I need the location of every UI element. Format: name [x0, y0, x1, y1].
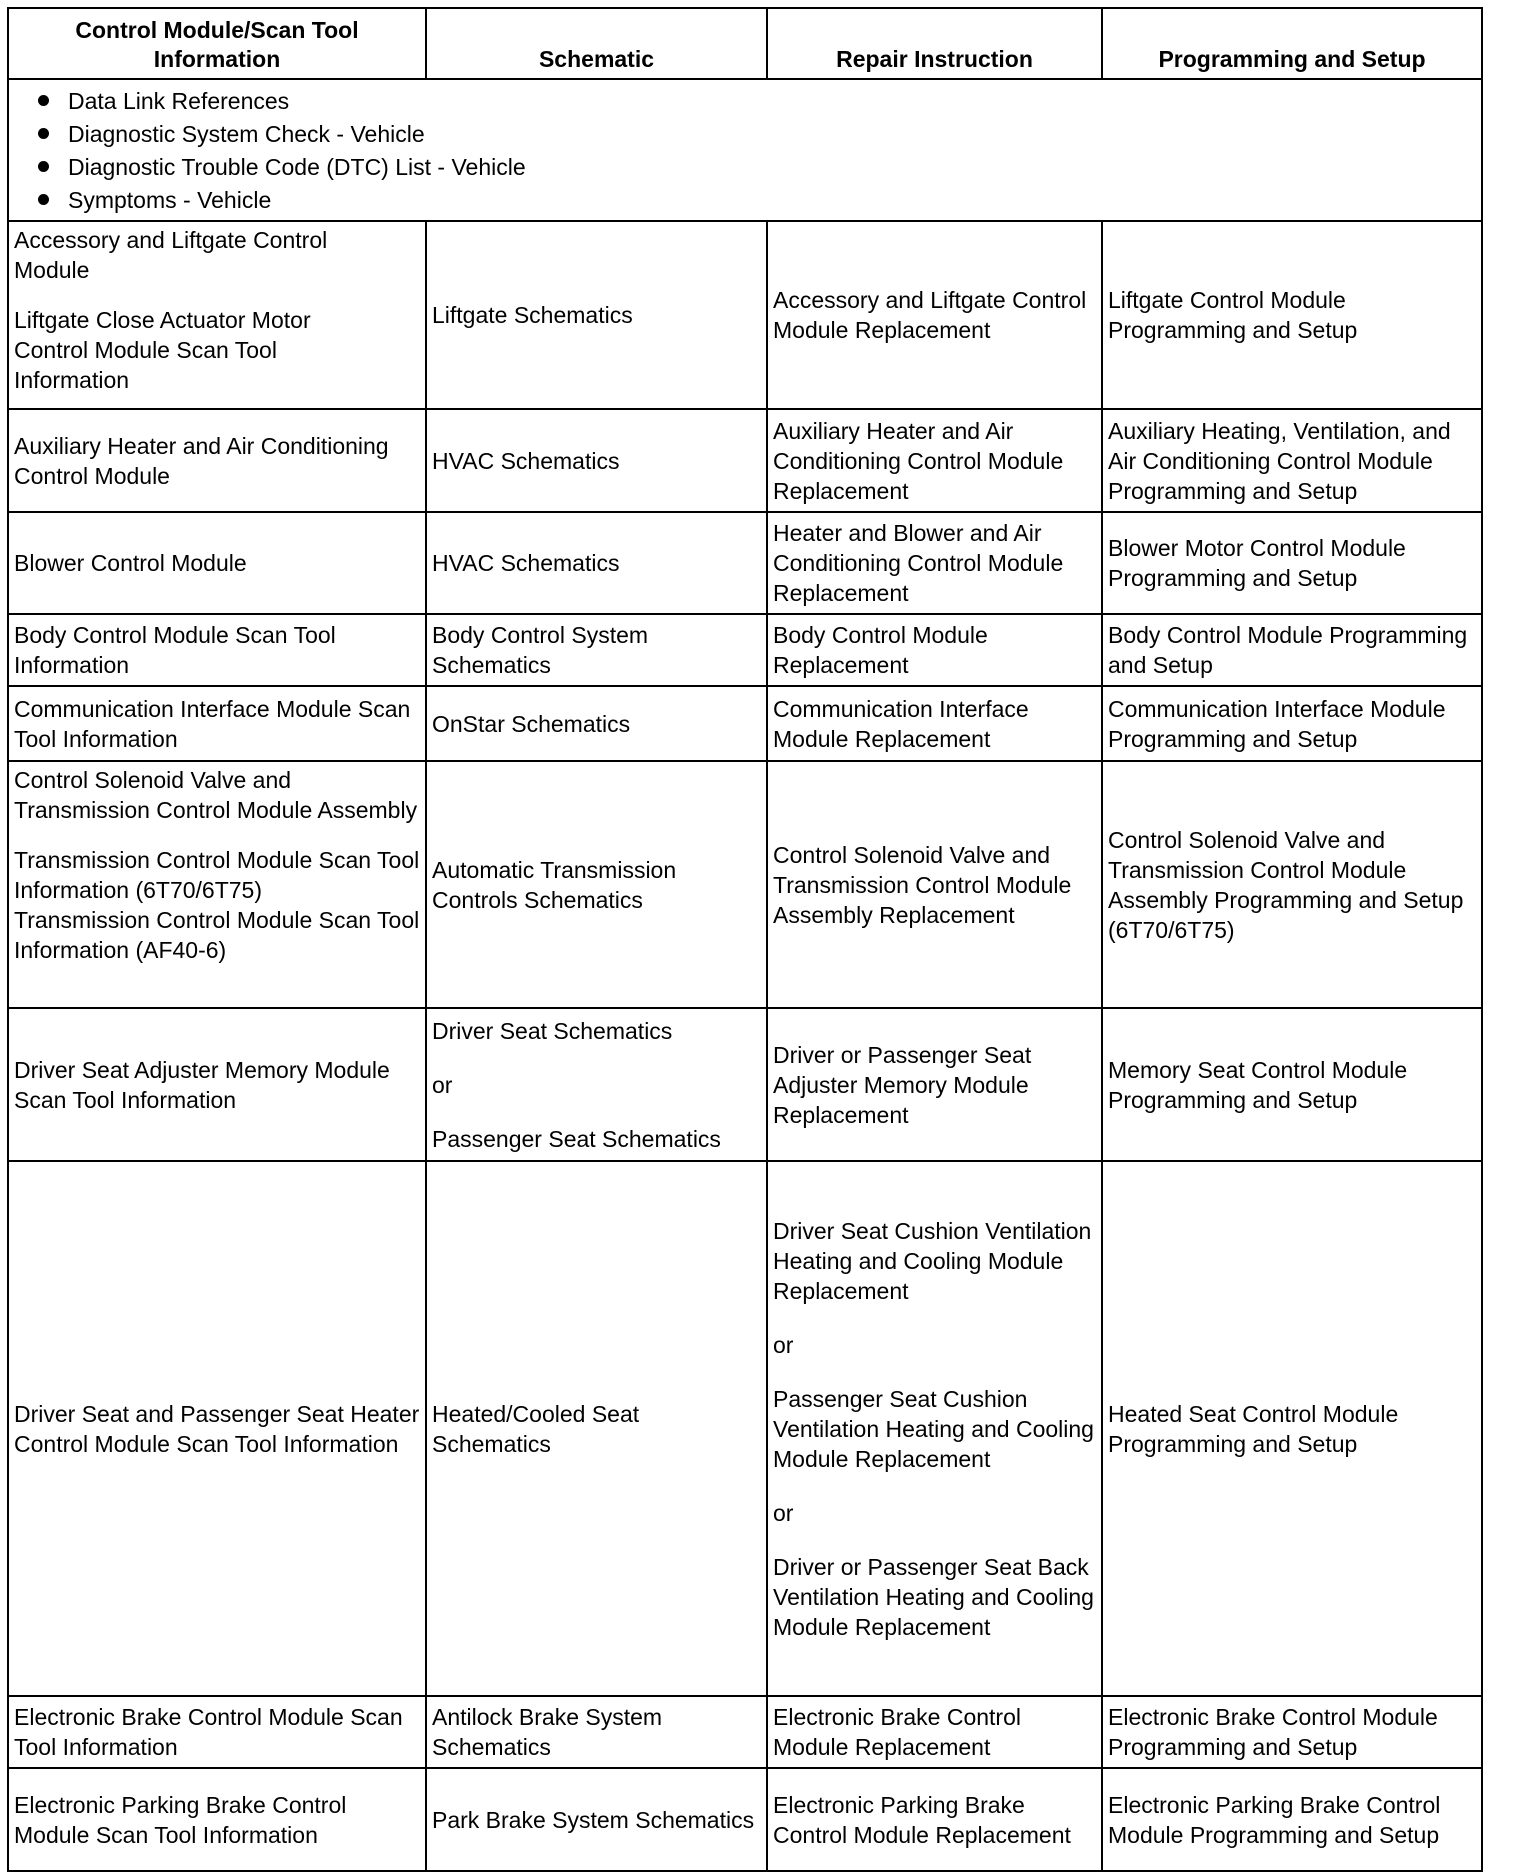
repair-cell[interactable]: Electronic Parking Brake Control Module Replacement [767, 1768, 1102, 1871]
references-row [8, 79, 1482, 221]
module-cell[interactable]: Body Control Module Scan Tool Information [8, 614, 426, 686]
schematic-link[interactable]: Driver Seat Schematics [432, 1017, 673, 1044]
reference-item[interactable]: Diagnostic System Check - Vehicle [14, 117, 1476, 150]
module-cell[interactable]: Driver Seat and Passenger Seat Heater Control Module Scan Tool Information [8, 1161, 426, 1696]
module-cell [8, 761, 426, 1008]
table-row [8, 409, 1482, 512]
programming-cell[interactable]: Body Control Module Programming and Setup [1102, 614, 1482, 686]
repair-cell[interactable]: Electronic Brake Control Module Replacement [767, 1696, 1102, 1768]
programming-cell[interactable]: Memory Seat Control Module Programming and Setup [1102, 1008, 1482, 1161]
reference-item[interactable]: Data Link References [14, 84, 1476, 117]
programming-cell[interactable]: Blower Motor Control Module Programming and Setup [1102, 512, 1482, 614]
schematic-cell[interactable]: Park Brake System Schematics [426, 1768, 767, 1871]
schematic-cell[interactable]: Body Control System Schematics [426, 614, 767, 686]
table-row [8, 761, 1482, 1008]
table-row [8, 1696, 1482, 1768]
repair-cell[interactable]: Communication Interface Module Replacement [767, 686, 1102, 761]
or-text: or [432, 1071, 453, 1098]
repair-link[interactable]: Driver or Passenger Seat Back Ventilation Heating and Cooling Module Replacement [773, 1553, 1094, 1640]
reference-item[interactable]: Diagnostic Trouble Code (DTC) List - Vehicle [14, 150, 1476, 183]
repair-cell[interactable]: Body Control Module Replacement [767, 614, 1102, 686]
module-link[interactable]: Transmission Control Module Scan Tool Information (AF40-6) [14, 907, 420, 963]
table-row [8, 1768, 1482, 1871]
header-programming: Programming and Setup [1102, 8, 1482, 79]
schematic-cell[interactable]: Liftgate Schematics [426, 221, 767, 409]
module-cell[interactable]: Auxiliary Heater and Air Conditioning Control Module [8, 409, 426, 512]
schematic-cell[interactable]: Heated/Cooled Seat Schematics [426, 1161, 767, 1696]
table-row [8, 512, 1482, 614]
table-row [8, 614, 1482, 686]
programming-cell[interactable]: Control Solenoid Valve and Transmission Control Module Assembly Programming and Setup (6T70/6T75) [1102, 761, 1482, 1008]
module-cell[interactable]: Electronic Parking Brake Control Module Scan Tool Information [8, 1768, 426, 1871]
programming-cell[interactable]: Liftgate Control Module Programming and Setup [1102, 221, 1482, 409]
or-text: or [773, 1331, 794, 1358]
repair-cell[interactable]: Driver or Passenger Seat Adjuster Memory Module Replacement [767, 1008, 1102, 1161]
table-row [8, 686, 1482, 761]
bullet-icon [38, 194, 49, 205]
module-cell [8, 221, 426, 409]
schematic-cell[interactable]: Antilock Brake System Schematics [426, 1696, 767, 1768]
programming-cell[interactable]: Communication Interface Module Programming and Setup [1102, 686, 1482, 761]
module-cell[interactable]: Driver Seat Adjuster Memory Module Scan Tool Information [8, 1008, 426, 1161]
module-link[interactable]: Transmission Control Module Scan Tool Information (6T70/6T75) [14, 847, 420, 903]
module-link[interactable]: Accessory and Liftgate Control Module [14, 227, 328, 283]
module-link[interactable]: Liftgate Close Actuator Motor Control Module Scan Tool Information [14, 307, 311, 393]
table-row [8, 1008, 1482, 1161]
schematic-cell[interactable]: HVAC Schematics [426, 512, 767, 614]
module-cell[interactable]: Communication Interface Module Scan Tool Information [8, 686, 426, 761]
programming-cell[interactable]: Electronic Brake Control Module Programming and Setup [1102, 1696, 1482, 1768]
bullet-icon [38, 161, 49, 172]
repair-cell[interactable]: Auxiliary Heater and Air Conditioning Control Module Replacement [767, 409, 1102, 512]
table-row [8, 1161, 1482, 1696]
module-link[interactable]: Control Solenoid Valve and Transmission Control Module Assembly [14, 767, 418, 823]
repair-link[interactable]: Driver Seat Cushion Ventilation Heating and Cooling Module Replacement [773, 1217, 1092, 1304]
programming-cell[interactable]: Electronic Parking Brake Control Module Programming and Setup [1102, 1768, 1482, 1871]
programming-cell[interactable]: Heated Seat Control Module Programming and Setup [1102, 1161, 1482, 1696]
reference-item[interactable]: Symptoms - Vehicle [14, 183, 1476, 216]
repair-cell[interactable]: Accessory and Liftgate Control Module Replacement [767, 221, 1102, 409]
schematic-cell[interactable]: OnStar Schematics [426, 686, 767, 761]
header-module: Control Module/Scan Tool Information [8, 8, 426, 79]
header-repair: Repair Instruction [767, 8, 1102, 79]
repair-cell[interactable]: Control Solenoid Valve and Transmission Control Module Assembly Replacement [767, 761, 1102, 1008]
table-row [8, 221, 1482, 409]
schematic-cell[interactable]: Automatic Transmission Controls Schematics [426, 761, 767, 1008]
or-text: or [773, 1499, 794, 1526]
module-cell[interactable]: Blower Control Module [8, 512, 426, 614]
references-cell [8, 79, 1482, 221]
bullet-icon [38, 128, 49, 139]
repair-cell[interactable]: Heater and Blower and Air Conditioning Control Module Replacement [767, 512, 1102, 614]
header-row [8, 8, 1482, 79]
module-cell[interactable]: Electronic Brake Control Module Scan Tool Information [8, 1696, 426, 1768]
header-schematic: Schematic [426, 8, 767, 79]
repair-cell [767, 1161, 1102, 1696]
schematic-link[interactable]: Passenger Seat Schematics [432, 1125, 721, 1152]
schematic-cell [426, 1008, 767, 1161]
schematic-cell[interactable]: HVAC Schematics [426, 409, 767, 512]
control-module-reference-table [7, 7, 1483, 1872]
programming-cell[interactable]: Auxiliary Heating, Ventilation, and Air Conditioning Control Module Programming and Setup [1102, 409, 1482, 512]
bullet-icon [38, 95, 49, 106]
repair-link[interactable]: Passenger Seat Cushion Ventilation Heating and Cooling Module Replacement [773, 1385, 1094, 1472]
